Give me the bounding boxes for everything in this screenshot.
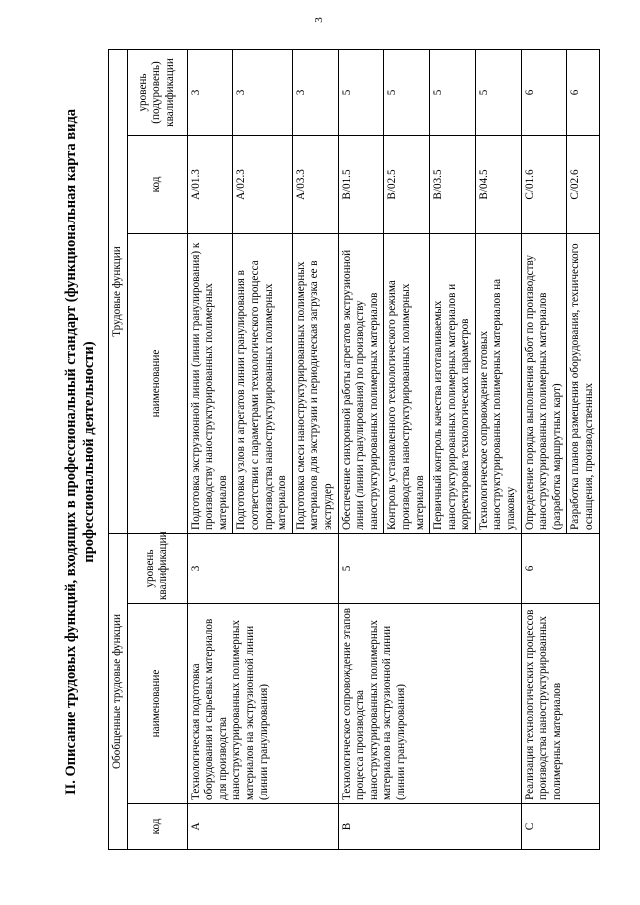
header-gen-name: наименование — [127, 604, 187, 804]
function-code: A/02.3 — [233, 136, 292, 234]
function-level: 3 — [233, 50, 292, 136]
functional-map-table — [108, 49, 600, 850]
function-level: 5 — [384, 50, 430, 136]
function-code: B/04.5 — [475, 136, 521, 234]
generalized-code: C — [521, 804, 599, 850]
function-level: 5 — [475, 50, 521, 136]
page-number: 3 — [312, 17, 325, 23]
function-name: Подготовка экструзионной линии (линии гранулирования) к производству наноструктурированных полимерных материалов — [187, 234, 233, 534]
function-code: A/01.3 — [187, 136, 233, 234]
header-func-code: код — [127, 136, 187, 234]
table-row — [521, 50, 567, 850]
function-name: Определение порядка выполнения работ по производству наноструктурированных полимерных материалов (разработка маршрутных карт) — [521, 234, 567, 534]
header-func-name: наименование — [127, 234, 187, 534]
function-level: 5 — [338, 50, 384, 136]
function-level: 3 — [187, 50, 233, 136]
table-row — [338, 50, 384, 850]
table-body — [187, 50, 599, 850]
section-title: II. Описание трудовых функций, входящих в профессиональный стандарт (функциональная карта вида профессиональной деятельности) — [63, 108, 97, 796]
header-gen-code: код — [127, 804, 187, 850]
function-name: Подготовка узлов и агрегатов линии гранулирования в соответствии с параметрами технологического процесса производства наноструктурированных полимерных материалов — [233, 234, 292, 534]
function-level: 3 — [292, 50, 338, 136]
function-level: 6 — [521, 50, 567, 136]
generalized-name: Технологическое сопровождение этапов процесса производства наноструктурированных полимерных материалов на экструзионной линии (линии гранулирования) — [338, 604, 521, 804]
header-labor: Трудовые функции — [109, 50, 128, 534]
generalized-level: 5 — [338, 534, 521, 604]
generalized-level: 3 — [187, 534, 338, 604]
generalized-code: A — [187, 804, 338, 850]
generalized-name: Технологическая подготовка оборудования и сырьевых материалов для производства наноструктурированных полимерных материалов на экструзионной линии (линии гранулирования) — [187, 604, 338, 804]
header-gen-level: уровень квалификации — [127, 534, 187, 604]
generalized-code: B — [338, 804, 521, 850]
generalized-level: 6 — [521, 534, 599, 604]
function-code: C/01.6 — [521, 136, 567, 234]
function-code: B/01.5 — [338, 136, 384, 234]
header-func-level: уровень (подуровень) квалификации — [127, 50, 187, 136]
function-code: C/02.6 — [567, 136, 599, 234]
function-code: B/03.5 — [430, 136, 476, 234]
function-name: Разработка планов размещения оборудования, технического оснащения, производственных — [567, 234, 599, 534]
function-name: Контроль установленного технологического режима производства наноструктурированных полимерных материалов — [384, 234, 430, 534]
function-name: Подготовка смеси наноструктурированных полимерных материалов для экструзии и периодическая загрузка ее в экструдер — [292, 234, 338, 534]
function-code: A/03.3 — [292, 136, 338, 234]
header-generalized: Обобщенные трудовые функции — [109, 534, 128, 850]
generalized-name: Реализация технологических процессов производства наноструктурированных полимерных материалов — [521, 604, 599, 804]
function-name: Первичный контроль качества изготавливаемых наноструктурированных полимерных материалов и корректировка технологических параметров — [430, 234, 476, 534]
function-level: 6 — [567, 50, 599, 136]
function-name: Обеспечение синхронной работы агрегатов экструзионной линии (линии гранулирования) по производству наноструктурированных полимерных материалов — [338, 234, 384, 534]
function-code: B/02.5 — [384, 136, 430, 234]
function-name: Технологическое сопровождение готовых наноструктурированных полимерных материалов на упаковку — [475, 234, 521, 534]
table-row — [187, 50, 233, 850]
function-level: 5 — [430, 50, 476, 136]
rotated-sheet — [62, 46, 596, 858]
